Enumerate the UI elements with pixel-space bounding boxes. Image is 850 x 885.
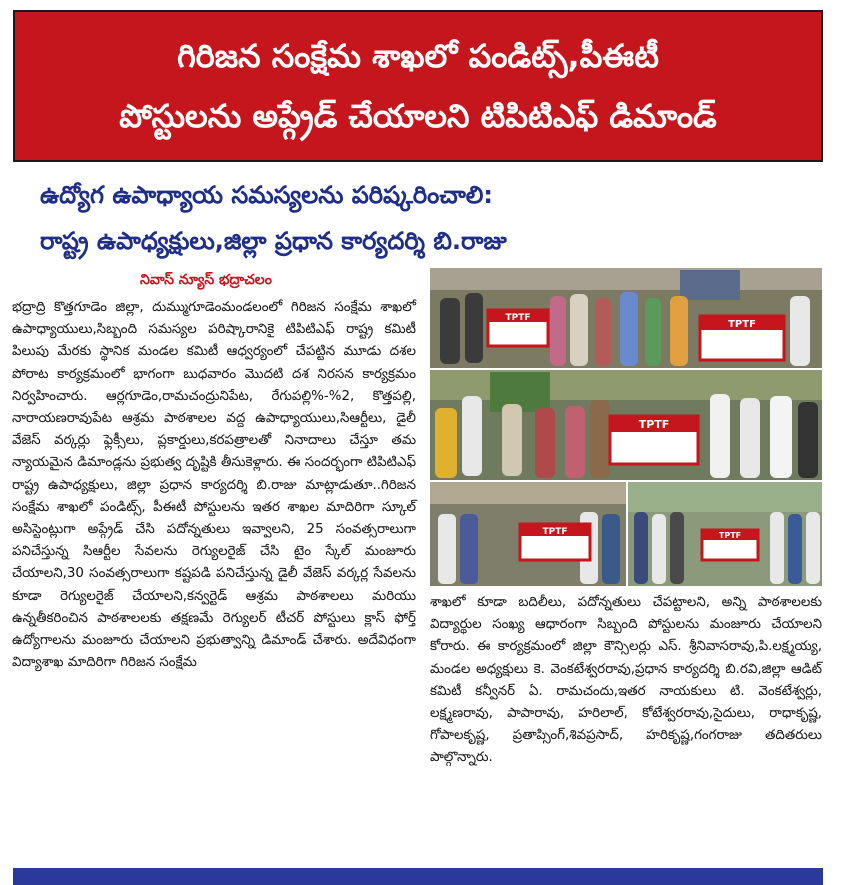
headline-box bbox=[13, 10, 823, 162]
photo-collage-image bbox=[430, 268, 822, 586]
banner-text-5: TPTF bbox=[718, 531, 742, 540]
dateline: నివాస్ న్యూస్ భద్రాచలం bbox=[140, 272, 272, 288]
banner-text-4: TPTF bbox=[542, 527, 568, 537]
protest-photo-collage bbox=[430, 268, 822, 586]
article-paragraph-right: శాఖలో కూడా బదిలీలు, పదోన్నతులు చేపట్టాలని, అన్ని పాఠశాలలకు విద్యార్థుల సంఖ్య ఆధారంగా సిబ్బంది పోస్టులను మంజూరు చేయాలని కోరారు. ఈ కార్యక్రమంలో జిల్లా కౌన్సిలర్లు ఎస్. శ్రీనివాసరావు,పి.లక్ష్మయ్య, మండల అధ్యక్షులు కె. వెంకటేశ్వరరావు,ప్రధాన కార్యదర్శి బి.రవి,జిల్లా ఆడిట్ కమిటీ కన్వీనర్ ఏ. రామచందు,ఇతర నాయకులు టి. వెంకటేశ్వర్లు, లక్ష్మణరావు, పాపారావు, హరిలాల్, కోటేశ్వరరావు,సైదులు, రాధాకృష్ణ, గోపాలకృష్ణ, ప్రతాప్సింగ్,శివప్రసాద్, హరికృష్ణ,గంగరాజు తదితరులు పాల్గొన్నారు. bbox=[430, 595, 822, 766]
banner-text-1: TPTF bbox=[505, 313, 531, 323]
article-paragraph-left: భద్రాద్రి కొత్తగూడెం జిల్లా, దుమ్ముగూడెంమండలంలో గిరిజన సంక్షేమ శాఖలో ఉపాధ్యాయులు,సిబ్బంది సమస్యల పరిష్కారానికై టిపిటిఎఫ్ రాష్ట్ర కమిటీ పిలుపు మేరకు స్థానిక మండల కమిటీ ఆధ్వర్యంలో చేపట్టిన మూడు దశల పోరాట కార్యక్రమంలో భాగంగా బుధవారం మొదటి దశ నిరసన కార్యక్రమం నిర్వహించారు. ఆర్లగూడెం,రామచంద్రునిపేట, రేగుపల్లి%-%2, కొత్తపల్లి, నారాయణరావుపేట ఆశ్రమ పాఠశాలల వద్ద ఉపాధ్యాయులు,సిఆర్టీలు, డైలీ వేజెస్ వర్కర్లు ఫ్లెక్సీలు, ప్లకార్డులు,కరపత్రాలతో నినాదాలు చేస్తూ తమ న్యాయమైన డిమాండ్లను ప్రభుత్వ దృష్టికి తీసుకెళ్లారు. ఈ సందర్భంగా టిపిటిఎఫ్ రాష్ట్ర ఉపాధ్యక్షులు, జిల్లా ప్రధాన కార్యదర్శి బి.రాజు మాట్లాడుతూ..గిరిజన సంక్షేమ శాఖలో పండిట్స్, పీఈటీ పోస్టులను ఇతర శాఖల మాదిరిగా స్కూల్ అసిస్టెంట్లుగా అప్గ్రేడ్ చేసి పదోన్నతులు ఇవ్వాలని, 25 సంవత్సరాలుగా పనిచేస్తున్న సిఆర్టీల సేవలను రెగ్యులరైజ్ చేసి టైం స్కేల్ మంజూరు చేయాలని,30 సంవత్సరాలుగా కష్టపడి పనిచేస్తున్న డైలీ వేజెస్ వర్కర్ల సేవలను కూడా రెగ్యులరైజ్ చేయాలని,కన్వర్టెడ్ ఆశ్రమ పాఠశాలలు మరియు ఉన్నతీకరించిన పాఠశాలలకు తక్షణమే రెగ్యులర్ టీచర్ పోస్టులు క్లాస్ ఫోర్త్ ఉద్యోగాలను మంజూరు చేయాలని ప్రభుత్వాన్ని డిమాండ్ చేశారు. అదేవిధంగా విద్యాశాఖ మాదిరిగా గిరిజన సంక్షేమ bbox=[12, 300, 416, 671]
subheadline bbox=[40, 172, 830, 264]
subheadline-line-2: రాష్ట్ర ఉపాధ్యక్షులు,జిల్లా ప్రధాన కార్యదర్శి బి.రాజు bbox=[40, 227, 507, 255]
headline-line-1: గిరిజన సంక్షేమ శాఖలో పండిట్స్,పీఈటీ bbox=[177, 37, 659, 75]
article-left-column bbox=[12, 297, 416, 674]
headline-line-2: పోస్టులను అప్గ్రేడ్ చేయాలని టిపిటిఎఫ్ డిమాండ్ bbox=[119, 97, 717, 135]
banner-text-2: TPTF bbox=[728, 319, 756, 330]
banner-text-3: TPTF bbox=[638, 418, 670, 431]
article-right-column bbox=[430, 592, 822, 770]
subheadline-line-1: ఉద్యోగ ఉపాధ్యాయ సమస్యలను పరిష్కరించాలి: bbox=[40, 181, 493, 209]
footer-bar bbox=[13, 868, 823, 885]
